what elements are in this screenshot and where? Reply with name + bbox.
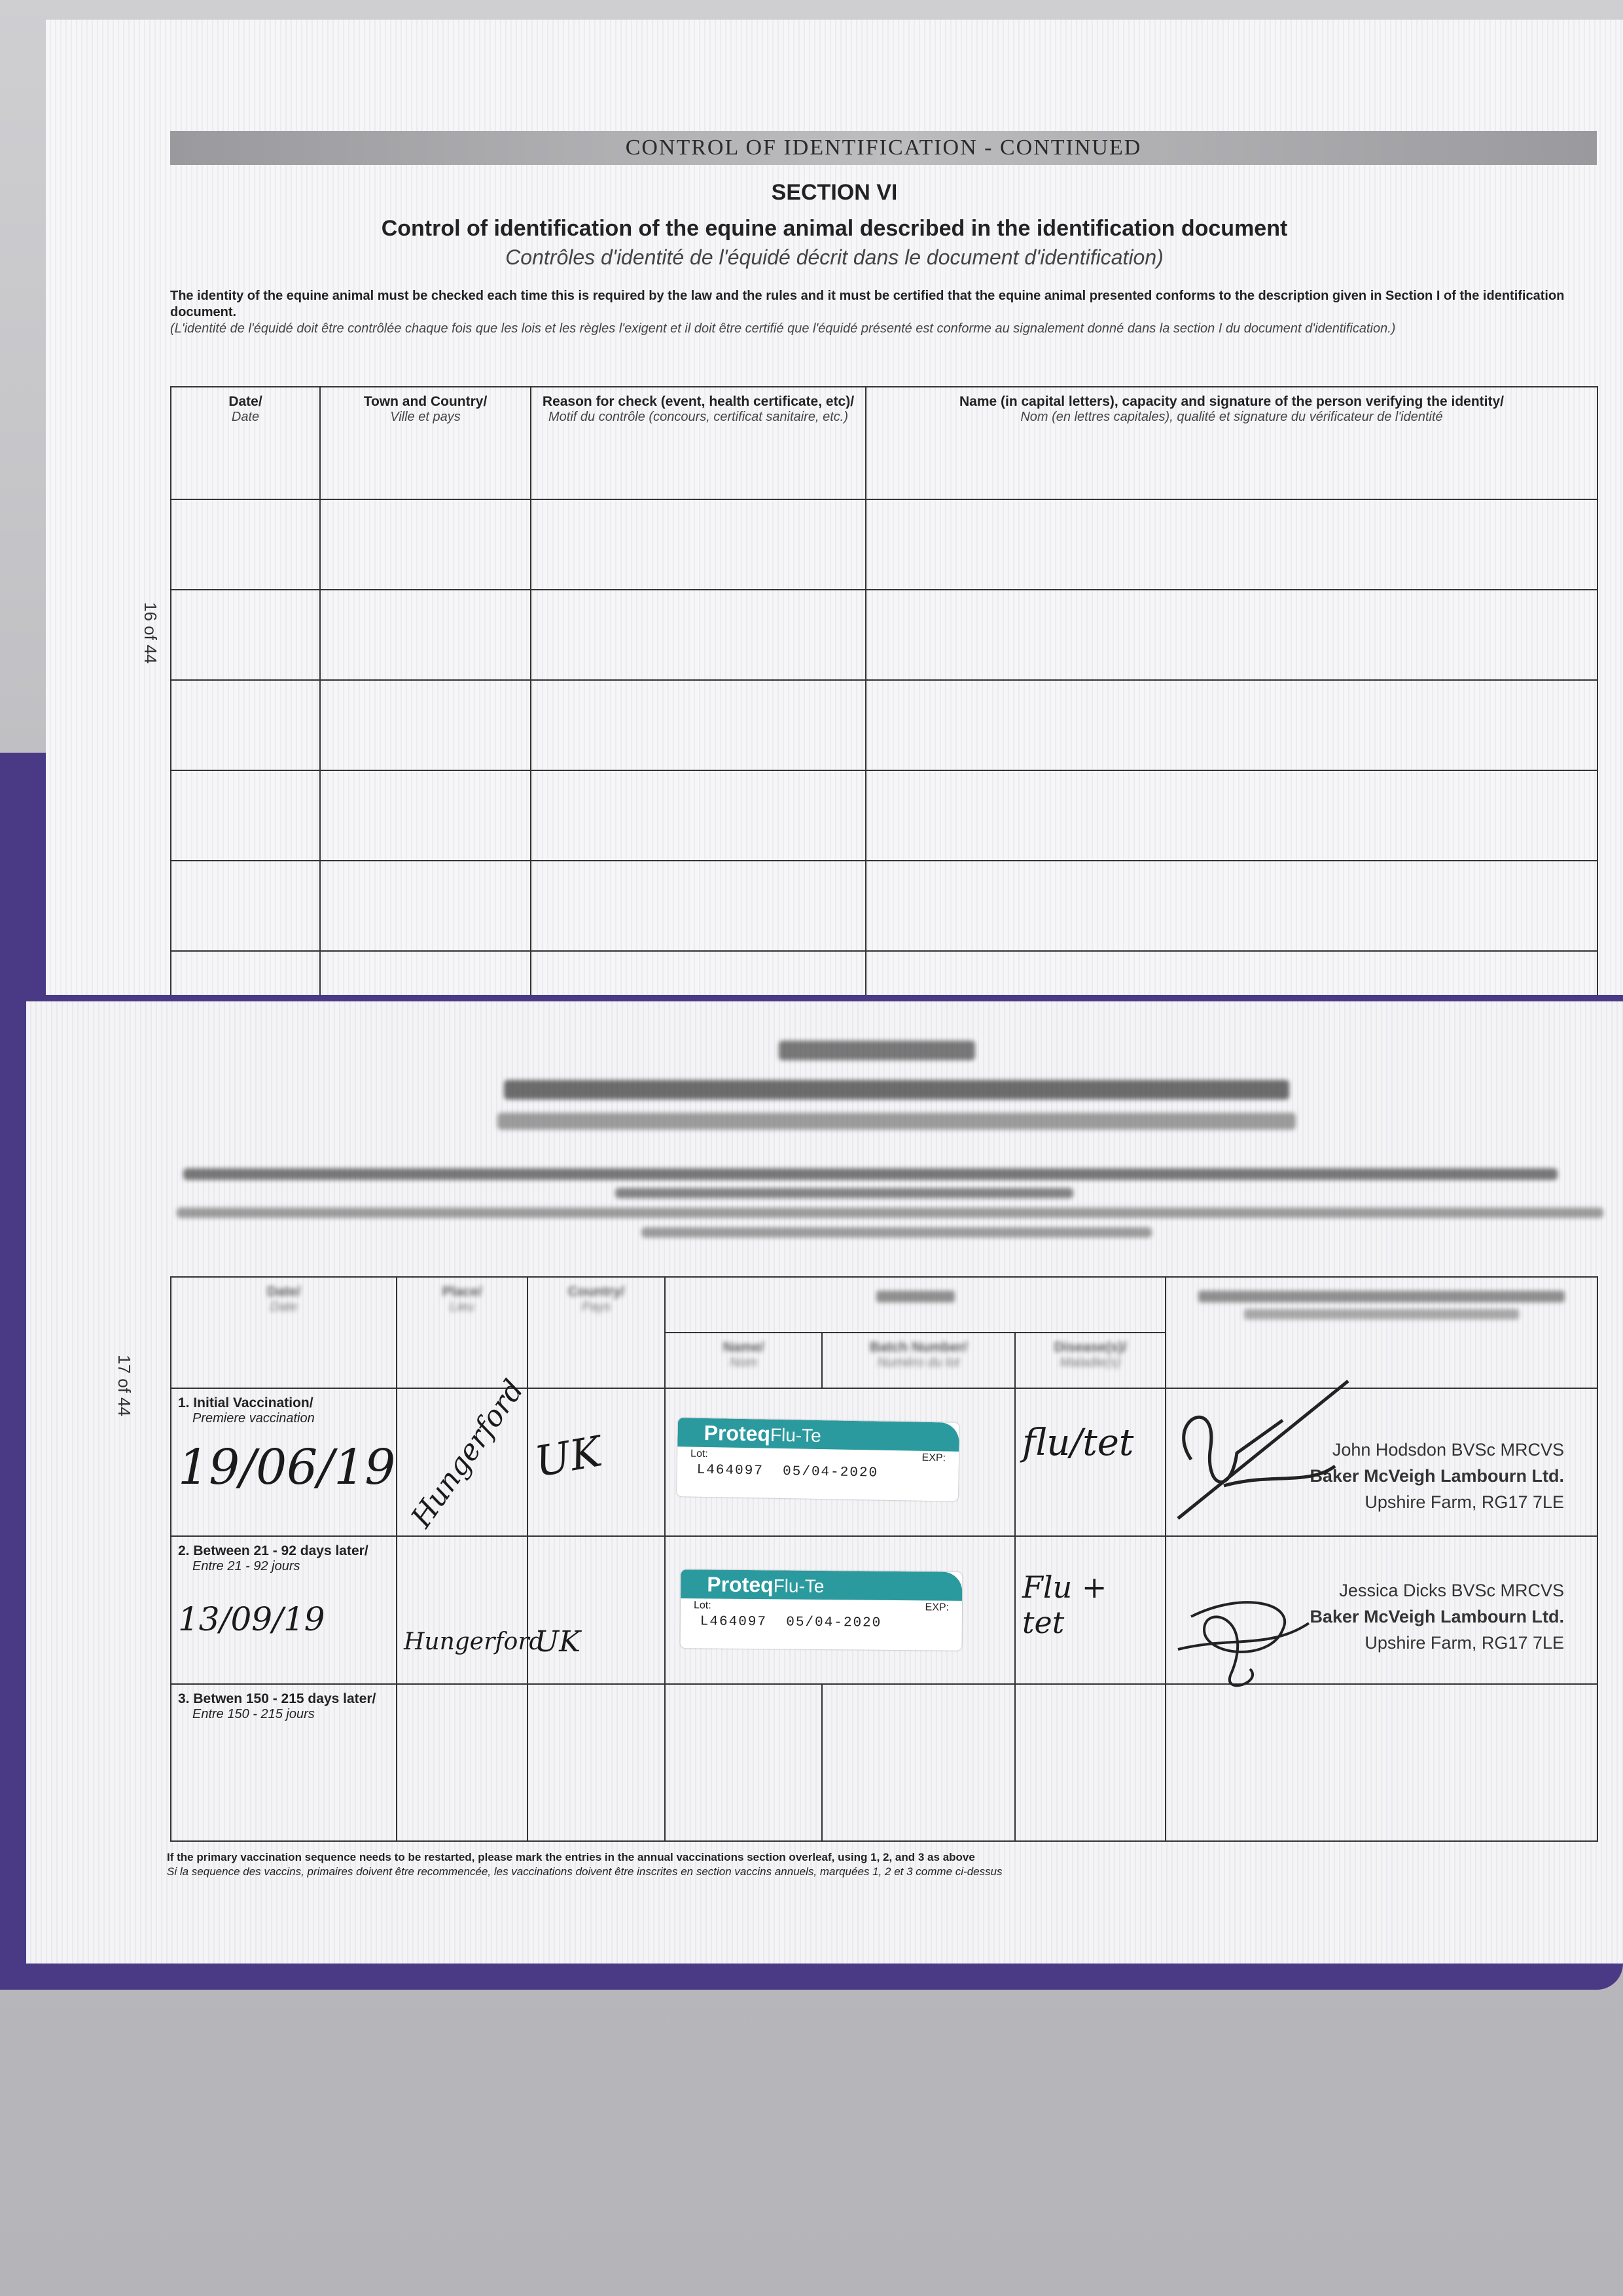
col-date: Date/ Date xyxy=(171,1277,397,1388)
blurred-banner xyxy=(589,1001,1243,1035)
diseases-cell xyxy=(1015,1536,1166,1684)
lot-number: L464097 xyxy=(696,1462,764,1479)
page-number: 17 of 44 xyxy=(115,1355,134,1416)
page-title: Control of identification of the equine animal described in the identification document xyxy=(381,216,1288,241)
page-title-fr: Contrôles d'identité de l'équidé décrit dans le document d'identification) xyxy=(505,245,1164,269)
blurred-heading xyxy=(779,1041,975,1060)
col-verifier: Name (in capital letters), capacity and signature of the person verifying the identity/ Nom (en lettres capitales), qualité et signature du vérificateur de l'identité xyxy=(866,387,1597,499)
blurred-intro xyxy=(641,1227,1152,1238)
col-vaccine-name: Name/ Nom xyxy=(665,1333,822,1388)
handwritten-diseases: flu/tet xyxy=(1022,1422,1134,1464)
identification-page xyxy=(46,20,1623,995)
sticker-brand: ProteqFlu-Te xyxy=(681,1570,962,1601)
expiry-date: 05/04-2020 xyxy=(782,1464,879,1481)
vet-signature xyxy=(1165,1577,1361,1708)
place-cell xyxy=(397,1536,544,1684)
handwritten-place: Hungerford xyxy=(404,1374,531,1534)
col-place: Place/ Lieu xyxy=(397,1277,527,1388)
table-row xyxy=(171,770,1597,861)
identification-table xyxy=(170,386,1598,995)
place-cell xyxy=(397,1374,531,1536)
page-number: 16 of 44 xyxy=(141,602,160,664)
sticker-brand: ProteqFlu-Te xyxy=(677,1418,959,1451)
handwritten-country: UK xyxy=(535,1625,580,1659)
col-batch: Batch Number/ Numéro du lot xyxy=(822,1333,1015,1388)
blurred-intro xyxy=(615,1188,1073,1198)
col-town: Town and Country/ Ville et pays xyxy=(320,387,531,499)
table-row xyxy=(171,951,1597,995)
handwritten-place: Hungerford xyxy=(404,1628,544,1655)
intro-fr: (L'identité de l'équidé doit être contrôlée chaque fois que les lois et les règles l'exigent et il doit être certifié que l'équidé présenté est conforme au signalement donné dans la section I du document d'identification.) xyxy=(170,321,1396,336)
section-heading: SECTION VI xyxy=(771,180,898,205)
intro-en: The identity of the equine animal must be checked each time this is required by the law and the rules and it must be certified that the equine animal presented conforms to the description given in Section I of the identification document. xyxy=(170,289,1565,319)
blurred-title xyxy=(504,1080,1289,1100)
table-row xyxy=(171,680,1597,770)
row-label: 3. Betwen 150 - 215 days later/ Entre 150 - 215 jours xyxy=(171,1684,397,1841)
blurred-title-fr xyxy=(497,1113,1296,1130)
section-banner: CONTROL OF IDENTIFICATION - CONTINUED xyxy=(170,131,1597,165)
country-cell xyxy=(527,1388,665,1536)
table-row xyxy=(171,1684,1597,1841)
col-country: Country/ Pays xyxy=(527,1277,665,1388)
vet-stamp: Jessica Dicks BVSc MRCVS Baker McVeigh Lambourn Ltd. Upshire Farm, RG17 7LE xyxy=(1310,1581,1564,1653)
table-row xyxy=(171,861,1597,951)
handwritten-date: 13/09/19 xyxy=(178,1600,325,1638)
handwritten-country: UK xyxy=(531,1427,606,1487)
table-row xyxy=(171,499,1597,590)
col-date: Date/ Date xyxy=(171,387,320,499)
vaccination-page xyxy=(26,1001,1623,1964)
row-label: 1. Initial Vaccination/ Premiere vaccination 19/06/19 xyxy=(171,1388,397,1536)
table-row xyxy=(171,590,1597,680)
handwritten-diseases: Flu + tet xyxy=(1022,1570,1107,1640)
country-cell xyxy=(527,1536,665,1684)
lot-number: L464097 xyxy=(700,1614,768,1630)
col-diseases: Disease(s)/ Maladie(s) xyxy=(1015,1333,1166,1388)
footnote-fr: Si la sequence des vaccins, primaires doivent être recommencée, les vaccinations doivent être inscrites en section vaccins annuels, marquées 1, 2 et 3 comme ci-dessus xyxy=(167,1865,1003,1878)
intro-text xyxy=(170,288,1597,337)
footnote-en: If the primary vaccination sequence needs to be restarted, please mark the entries in the annual vaccinations section overleaf, using 1, 2, and 3 as above xyxy=(167,1851,975,1863)
handwritten-date: 19/06/19 xyxy=(178,1439,396,1496)
vaccine-sticker: ProteqFlu-Te Lot: EXP: L464097 05/04-2020 xyxy=(680,1570,962,1651)
col-reason: Reason for check (event, health certificate, etc)/ Motif du contrôle (concours, certificat sanitaire, etc.) xyxy=(531,387,866,499)
col-vaccine xyxy=(665,1277,1166,1333)
blurred-intro xyxy=(183,1168,1558,1180)
expiry-date: 05/04-2020 xyxy=(786,1615,882,1631)
vet-signature xyxy=(1139,1355,1400,1551)
row-label: 2. Between 21 - 92 days later/ Entre 21 - 92 jours 13/09/19 xyxy=(171,1536,397,1684)
vaccine-sticker: ProteqFlu-Te Lot: EXP: L464097 05/04-2020 xyxy=(677,1418,959,1501)
vet-stamp: John Hodsdon BVSc MRCVS Baker McVeigh Lambourn Ltd. Upshire Farm, RG17 7LE xyxy=(1310,1440,1564,1512)
blurred-intro xyxy=(177,1208,1603,1218)
